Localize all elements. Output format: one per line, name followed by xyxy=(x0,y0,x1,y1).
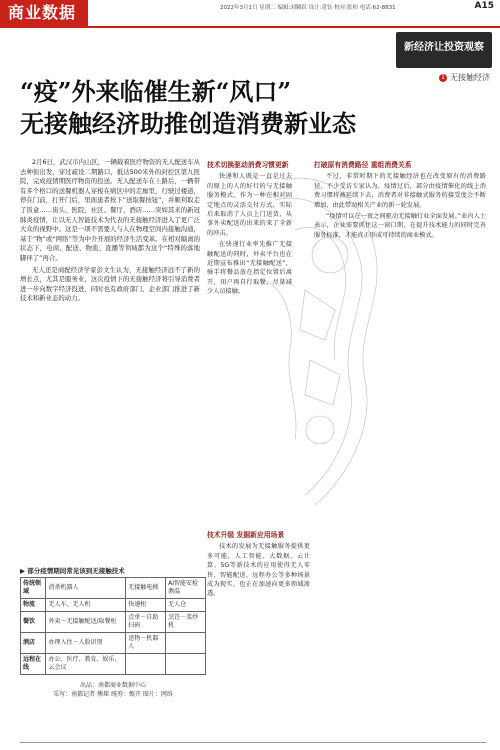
table-cell: 办理入住－人脸识别 xyxy=(46,633,126,654)
table-cell: 点单－自助扫码 xyxy=(126,612,166,633)
section-heading-2: 技术升级 发掘新应用场景 xyxy=(207,531,285,539)
table-cell: 无接触电梯 xyxy=(126,578,166,599)
table-cell xyxy=(166,654,206,675)
headline xyxy=(20,76,380,140)
table-cell xyxy=(126,654,166,675)
section-tag: 商业数据 xyxy=(0,0,88,26)
table-row-header: 酒店 xyxy=(21,633,46,654)
section-heading-3: 打破原有消费路径 重组消费关系 xyxy=(314,161,412,169)
tech-table-block xyxy=(20,566,206,699)
section3-paragraph: “疫情可以在一夜之间驱动无接触行业全面发展。”业内人士表示，企业需要抓住这一窗口期，在提升技术能力的同时完善服务标准，才能真正形成可持续的商业模式。 xyxy=(314,213,486,239)
table-row-header: 远程在线 xyxy=(21,654,46,675)
table-row-header: 餐饮 xyxy=(21,612,46,633)
article-column-right xyxy=(314,158,486,242)
footer-rule xyxy=(20,742,486,743)
article-column-middle-lower xyxy=(207,528,310,601)
table-row xyxy=(21,654,206,675)
source-line-1: 出品：南都商业数据中心 xyxy=(79,682,146,689)
series-label xyxy=(439,72,490,83)
source-line-2: 采写：南都记者 傅琛 统筹：甄开 图片：网络 xyxy=(53,691,173,698)
section2-paragraph: 技术的发展为无接触服务提供更多可能，人工智能、大数据、云计算、5G等新技术的应用使得无人零售、智能配送、远程办公等多种场景成为现实，也正在加速向更多领域渗透。 xyxy=(207,543,310,598)
article-column-middle xyxy=(207,158,292,299)
table-row xyxy=(21,612,206,633)
lead-paragraph: 2月6日，武汉市内山区，一辆载着医疗物资的无人配送车从去种街出发，穿过疏设二期路口，抵达500米外的封控区第九医院，完成疫情期医疗物资的投送。无人配送车在上路后，一辆带有多个格口的送餐机器人穿梭在病区中的走廊里，行驶过楼道，停在门前，打开门后，里面患者按下“送取餐按钮”，并顺利取走了饭盒……街头、医院、社区、餐厅、酒店……突如其来的新冠肺炎疫情，让以无人智能技术为代表的无接触经济进入了更广泛大众的视野中。这是一项不需要人与人在物理空间内接触沟通，基于“物”或“网络”等为中介开展的经济生活变革。在相对隔离的状态下，电商、配送、物流、直播等领域都为这个“特殊的落地脚伴了”再合。 xyxy=(20,158,200,262)
section-heading-1: 技术切换驱动消费习惯更新 xyxy=(207,161,289,169)
section1-paragraph: 在快递行业率先推广无接触配送的同时，外卖平台也在近期宣布推出“无接触配送”，骑手将餐品放在指定位置后离开，用户再自行取餐，尽量减少人员接触。 xyxy=(207,241,292,296)
tech-table xyxy=(20,577,206,675)
table-cell: AI智能安检测温 xyxy=(166,578,206,599)
series-name: 无接触经济 xyxy=(450,73,490,82)
masthead xyxy=(0,0,500,26)
table-cell: 送物－机器人 xyxy=(126,633,166,654)
table-cell: 无人车、无人机 xyxy=(46,599,126,612)
headline-main: “疫”外来临催生新“风口” xyxy=(20,77,292,106)
column-banner xyxy=(396,32,492,68)
table-cell: 烹饪－菜炒机 xyxy=(166,612,206,633)
section3-paragraph: 不过，非常时期下的无接触经济也在改变原有的消费路径。不少受访专家认为，疫情过后，部分由疫情催化的线上消费习惯将被延续下去，消费者对非接触式服务的接受度会不断增加，由此带动相关产业的新一轮发展。 xyxy=(314,173,486,209)
series-number-badge: 1 xyxy=(439,74,447,82)
table-cell: 办公、医疗、教育、娱乐、云会议 xyxy=(46,654,126,675)
table-row-header: 物流 xyxy=(21,599,46,612)
table-row xyxy=(21,633,206,654)
section1-paragraph: 快递和人既是一直是过去的原上的人的好行的与无接触服务模式，作为一种在相对固定地点的灵活交付方式，实际后来取消了人员上门送货，从事外卖配送的出来的来了全新的冲击。 xyxy=(207,173,292,237)
headline-sub: 无接触经济助推创造消费新业态 xyxy=(20,109,356,138)
header-rule xyxy=(0,26,500,28)
table-row xyxy=(21,578,206,599)
table-cell: 快递柜 xyxy=(126,599,166,612)
table-cell: 无人仓 xyxy=(166,599,206,612)
table-cell xyxy=(166,633,206,654)
page-number: A15 xyxy=(474,1,494,11)
table-cell: 消杀机器人 xyxy=(46,578,126,599)
lead-paragraph-2: 无人还是商配经济学家彭文生认为，无接触经济远不了新的增长点，尤其是服务业，这次疫情下的无接触经济将引导消费者进一步向数字经济投进，同时也有政府部门、企业部门推进了新技术和新业态的动力。 xyxy=(20,265,200,303)
issue-meta: 2022年3月1日 星期二 编辑:刘腾跃 设计:黄钰 校对:张桓 电话:62-8831 xyxy=(220,5,396,11)
table-row-header: 传统领域 xyxy=(21,578,46,599)
column-banner-title: 新经济让投资观察 xyxy=(404,42,484,53)
table-cell: 外卖－无接触配送/取餐柜 xyxy=(46,612,126,633)
table-title: ▶ 部分疫情期间常见该到无接触技术 xyxy=(20,567,125,575)
lead-column xyxy=(20,158,200,306)
table-row xyxy=(21,599,206,612)
source-credit xyxy=(20,681,206,699)
